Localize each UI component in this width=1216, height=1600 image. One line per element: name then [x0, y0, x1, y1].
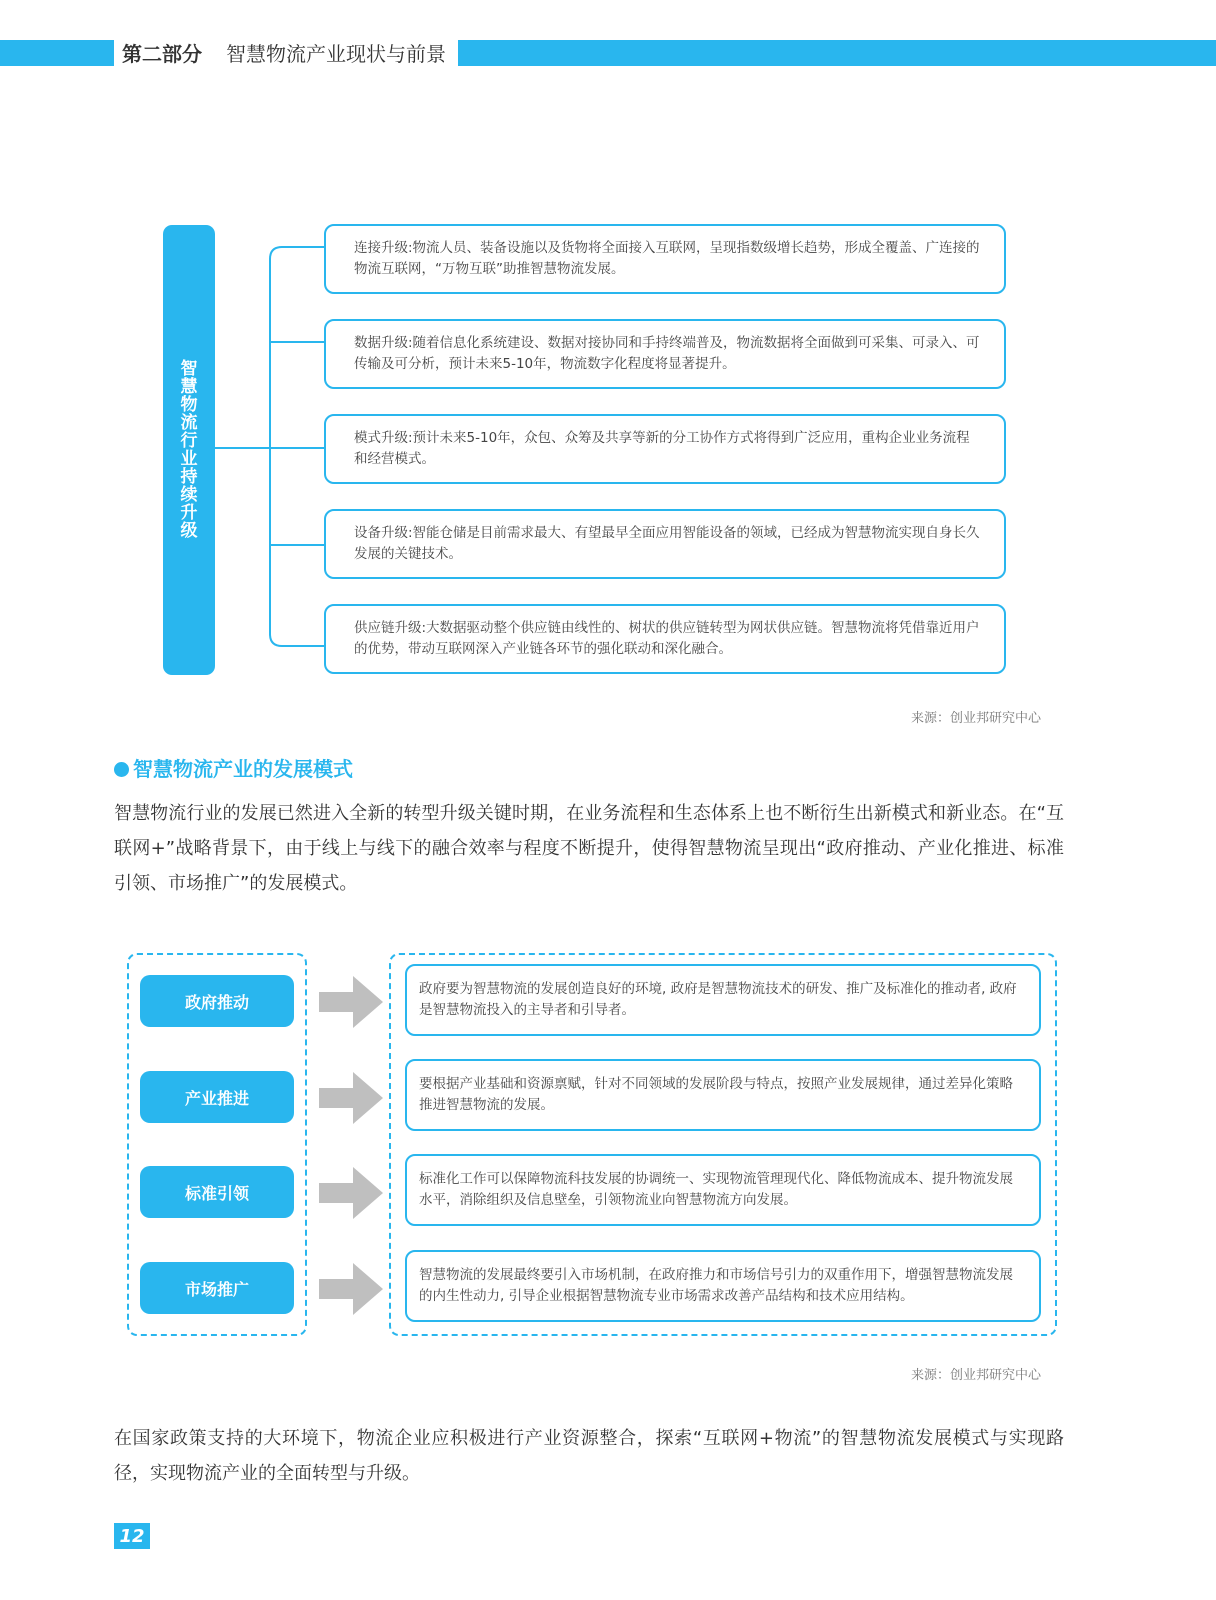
header-part-label: 第二部分: [122, 41, 202, 66]
upgrade-item-connection: 连接升级:物流人员、装备设施以及货物将全面接入互联网，呈现指数级增长趋势，形成全覆盖、广连接的物流互联网，“万物互联”助推智慧物流发展。: [324, 224, 1006, 294]
arrow-right-icon: [319, 1072, 383, 1124]
mode-desc-industry: 要根据产业基础和资源禀赋，针对不同领域的发展阶段与特点，按照产业发展规律，通过差异化策略推进智慧物流的发展。: [405, 1059, 1041, 1131]
section-paragraph: 智慧物流行业的发展已然进入全新的转型升级关键时期，在业务流程和生态体系上也不断衍生出新模式和新业态。在“互联网+”战略背景下，由于线上与线下的融合效率与程度不断提升，使得智慧物流呈现出“政府推动、产业化推进、标准引领、市场推广”的发展模式。: [114, 803, 1064, 894]
bullet-dot-icon: [114, 762, 129, 777]
section-heading-text: 智慧物流产业的发展模式: [133, 757, 353, 781]
diagram2-source: 来源：创业邦研究中心: [911, 1368, 1042, 1383]
mode-pill-government: 政府推动: [140, 975, 294, 1027]
upgrade-item-equipment: 设备升级:智能仓储是目前需求最大、有望最早全面应用智能设备的领域，已经成为智慧物流实现自身长久发展的关键技术。: [324, 509, 1006, 579]
mode-desc-government: 政府要为智慧物流的发展创造良好的环境, 政府是智慧物流技术的研发、推广及标准化的推动者, 政府是智慧物流投入的主导者和引导者。: [405, 964, 1041, 1036]
upgrade-item-data: 数据升级:随着信息化系统建设、数据对接协同和手持终端普及，物流数据将全面做到可采集、可录入、可传输及可分析，预计未来5-10年，物流数字化程度将显著提升。: [324, 319, 1006, 389]
arrow-right-icon: [319, 1167, 383, 1219]
connector-spine: [270, 247, 324, 646]
upgrade-item-model: 模式升级:预计未来5-10年，众包、众筹及共享等新的分工协作方式将得到广泛应用，重构企业业务流程和经营模式。: [324, 414, 1006, 484]
arrow-right-icon: [319, 1263, 383, 1315]
upgrade-item-supply-chain: 供应链升级:大数据驱动整个供应链由线性的、树状的供应链转型为网状供应链。智慧物流将凭借靠近用户的优势，带动互联网深入产业链各环节的强化联动和深化融合。: [324, 604, 1006, 674]
upgrade-center-label: 智慧物流行业持续升级: [180, 359, 198, 541]
mode-desc-market: 智慧物流的发展最终要引入市场机制，在政府推力和市场信号引力的双重作用下，增强智慧物流发展的内生性动力, 引导企业根据智慧物流专业市场需求改善产品结构和技术应用结构。: [405, 1250, 1041, 1322]
mode-pill-industry: 产业推进: [140, 1071, 294, 1123]
section-heading: [114, 753, 353, 782]
mode-desc-standard: 标准化工作可以保障物流科技发展的协调统一、实现物流管理现代化、降低物流成本、提升物流发展水平，消除组织及信息壁垒，引领物流业向智慧物流方向发展。: [405, 1154, 1041, 1226]
closing-paragraph: 在国家政策支持的大环境下，物流企业应积极进行产业资源整合，探索“互联网+物流”的智慧物流发展模式与实现路径，实现物流产业的全面转型与升级。: [114, 1428, 1064, 1484]
mode-pill-market: 市场推广: [140, 1262, 294, 1314]
header-subtitle: 智慧物流产业现状与前景: [226, 41, 446, 66]
arrow-right-icon: [319, 976, 383, 1028]
page-number: 12: [114, 1523, 150, 1549]
mode-pill-standard: 标准引领: [140, 1166, 294, 1218]
diagram1-source: 来源：创业邦研究中心: [911, 711, 1042, 726]
